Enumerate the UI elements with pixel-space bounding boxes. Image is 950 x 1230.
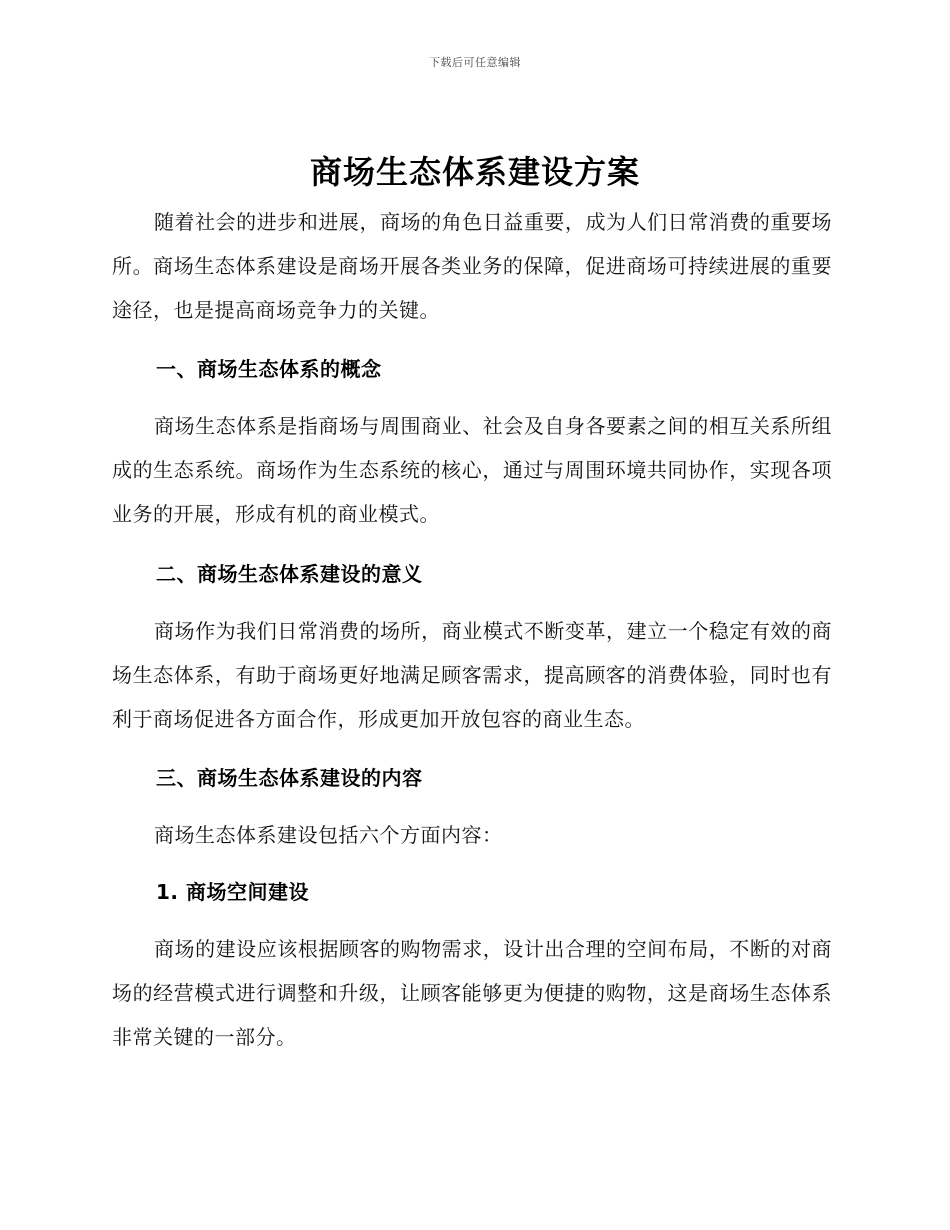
subsection-paragraph-space: 商场的建设应该根据顾客的购物需求，设计出合理的空间布局，不断的对商场的经营模式进行调整和升级，让顾客能够更为便捷的购物，这是商场生态体系非常关键的一部分。 (112, 937, 832, 1049)
section-paragraph-significance: 商场作为我们日常消费的场所，商业模式不断变革，建立一个稳定有效的商场生态体系，有助于商场更好地满足顾客需求，提高顾客的消费体验，同时也有利于商场促进各方面合作，形成更加开放包容的商业生态。 (112, 619, 832, 731)
subsection-heading-space: 1. 商场空间建设 (156, 880, 309, 904)
section-heading-content: 三、商场生态体系建设的内容 (156, 766, 423, 790)
section-heading-significance: 二、商场生态体系建设的意义 (156, 562, 423, 586)
document-title: 商场生态体系建设方案 (309, 153, 640, 191)
section-heading-concept: 一、商场生态体系的概念 (156, 357, 382, 381)
section-paragraph-content: 商场生态体系建设包括六个方面内容： (154, 823, 503, 847)
section-paragraph-concept: 商场生态体系是指商场与周围商业、社会及自身各要素之间的相互关系所组成的生态系统。商场作为生态系统的核心，通过与周围环境共同协作，实现各项业务的开展，形成有机的商业模式。 (112, 414, 832, 526)
intro-paragraph: 随着社会的进步和进展，商场的角色日益重要，成为人们日常消费的重要场所。商场生态体系建设是商场开展各类业务的保障，促进商场可持续进展的重要途径，也是提高商场竞争力的关键。 (112, 210, 832, 322)
page-header-note: 下载后可任意编辑 (429, 56, 521, 69)
